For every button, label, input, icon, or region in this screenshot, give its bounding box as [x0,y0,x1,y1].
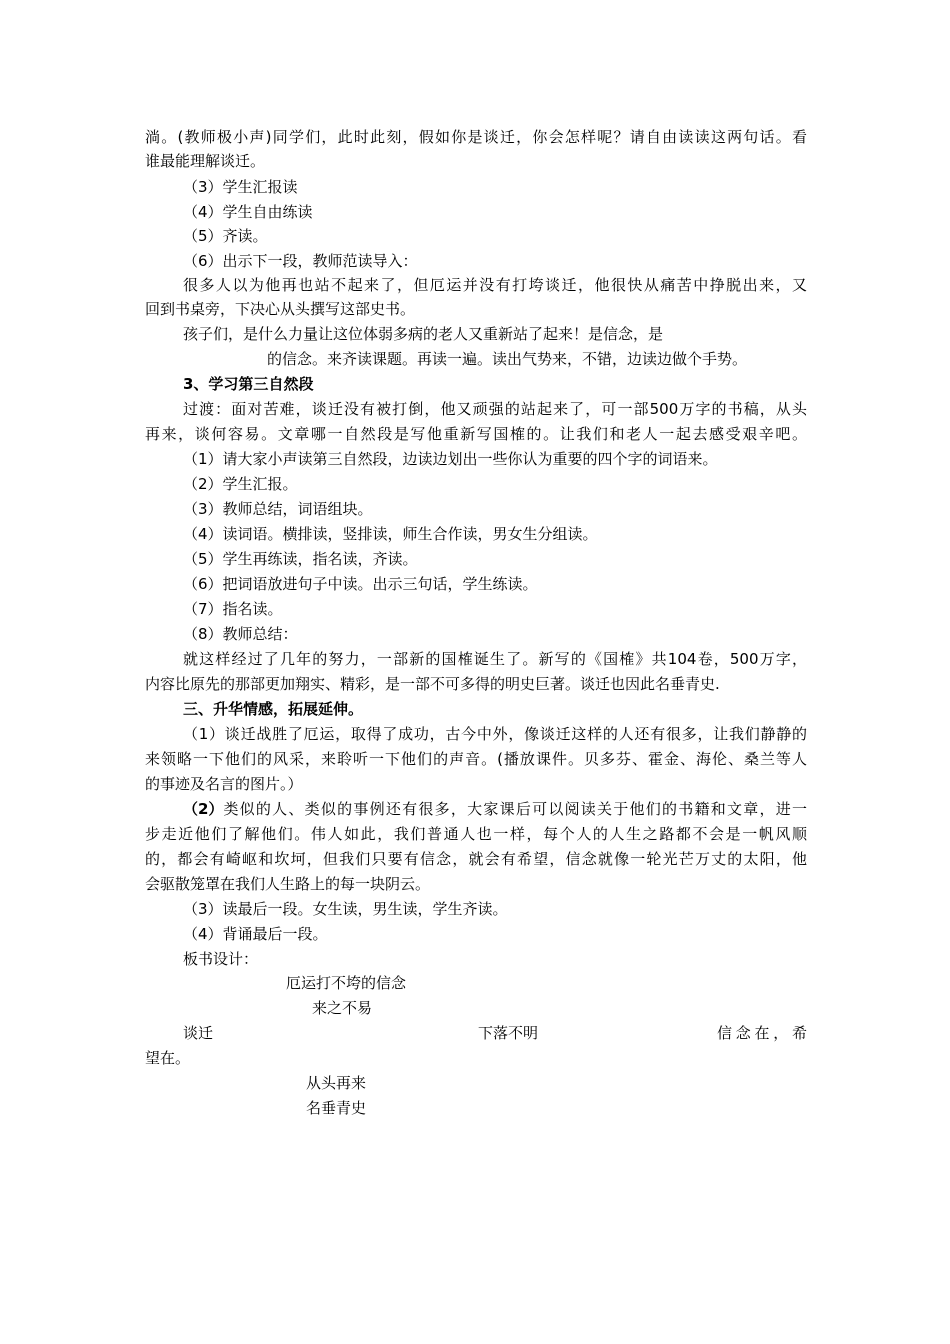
text-line: 来领略一下他们的风采，来聆听一下他们的声音。(播放课件。贝多芬、霍金、海伦、桑兰等人 [145,750,807,768]
text-line: 内容比原先的那部更加翔实、精彩，是一部不可多得的明史巨著。谈迁也因此名垂青史. [145,675,720,693]
list-item: （4）学生自由练读 [183,203,313,221]
text-line: 步走近他们了解他们。伟人如此，我们普通人也一样，每个人的人生之路都不会是一帆风顺 [145,825,807,843]
text-line: （1）谈迁战胜了厄运，取得了成功，古今中外，像谈迁这样的人还有很多，让我们静静的 [183,725,807,743]
board-design-label: 板书设计： [183,950,259,968]
list-item: （1）请大家小声读第三自然段，边读边划出一些你认为重要的四个字的词语来。 [183,450,718,468]
list-item: （5）齐读。 [183,227,268,245]
list-item: （7）指名读。 [183,600,283,618]
list-item: （4）读词语。横排读，竖排读，师生合作读，男女生分组读。 [183,525,598,543]
list-item: （5）学生再练读，指名读，齐读。 [183,550,418,568]
section-heading: 3、学习第三自然段 [183,375,314,393]
section-heading: 三、升华情感，拓展延伸。 [183,700,364,718]
text-line: 淌。(教师极小声)同学们，此时此刻，假如你是谈迁，你会怎样呢？请自由读读这两句话。看 [145,128,807,146]
list-item: （3）教师总结，词语组块。 [183,500,373,518]
text-line: 过渡：面对苦难，谈迁没有被打倒，他又顽强的站起来了，可一部500万字的书稿，从头 [183,400,807,418]
text-line: 谁最能理解谈迁。 [145,152,266,170]
item-text: 类似的人、类似的事例还有很多，大家课后可以阅读关于他们的书籍和文章，进一 [223,800,807,818]
board-left: 谈迁 [183,1024,214,1042]
board-top-line: 厄运打不垮的信念 [286,974,407,992]
list-item: （6）把词语放进句子中读。出示三句话，学生练读。 [183,575,538,593]
list-item: （4）背诵最后一段。 [183,925,328,943]
text-line: 的事迹及名言的图片。） [145,775,303,793]
board-middle: 下落不明 [478,1024,539,1042]
list-item: （6）出示下一段，教师范读导入： [183,252,418,270]
board-right: 信念在，希 [717,1024,807,1042]
text-line: 再来，谈何容易。文章哪一自然段是写他重新写国榷的。让我们和老人一起去感受艰辛吧。 [145,425,807,443]
list-item: （2）学生汇报。 [183,475,298,493]
board-right-continued: 望在。 [145,1049,191,1067]
item-number: （2） [183,800,224,818]
text-line: 回到书桌旁，下决心从头撰写这部史书。 [145,300,416,318]
board-top-line: 来之不易 [312,999,373,1017]
board-bottom-line: 名垂青史 [306,1099,367,1117]
list-item: （8）教师总结： [183,625,298,643]
board-bottom-line: 从头再来 [306,1074,367,1092]
text-line: 的，都会有崎岖和坎坷，但我们只要有信念，就会有希望，信念就像一轮光芒万丈的太阳，他 [145,850,807,868]
text-line: 孩子们，是什么力量让这位体弱多病的老人又重新站了起来！是信念，是 [183,325,664,343]
text-line [183,797,807,821]
text-line: 就这样经过了几年的努力，一部新的国榷诞生了。新写的《国榷》共104卷，500万字， [183,650,807,668]
text-line: 会驱散笼罩在我们人生路上的每一块阴云。 [145,875,431,893]
text-line: 很多人以为他再也站不起来了，但厄运并没有打垮谈迁，他很快从痛苦中挣脱出来，又 [183,276,807,294]
list-item: （3）学生汇报读 [183,178,298,196]
text-line: 的信念。来齐读课题。再读一遍。读出气势来，不错，边读边做个手势。 [267,350,748,368]
list-item: （3）读最后一段。女生读，男生读，学生齐读。 [183,900,508,918]
